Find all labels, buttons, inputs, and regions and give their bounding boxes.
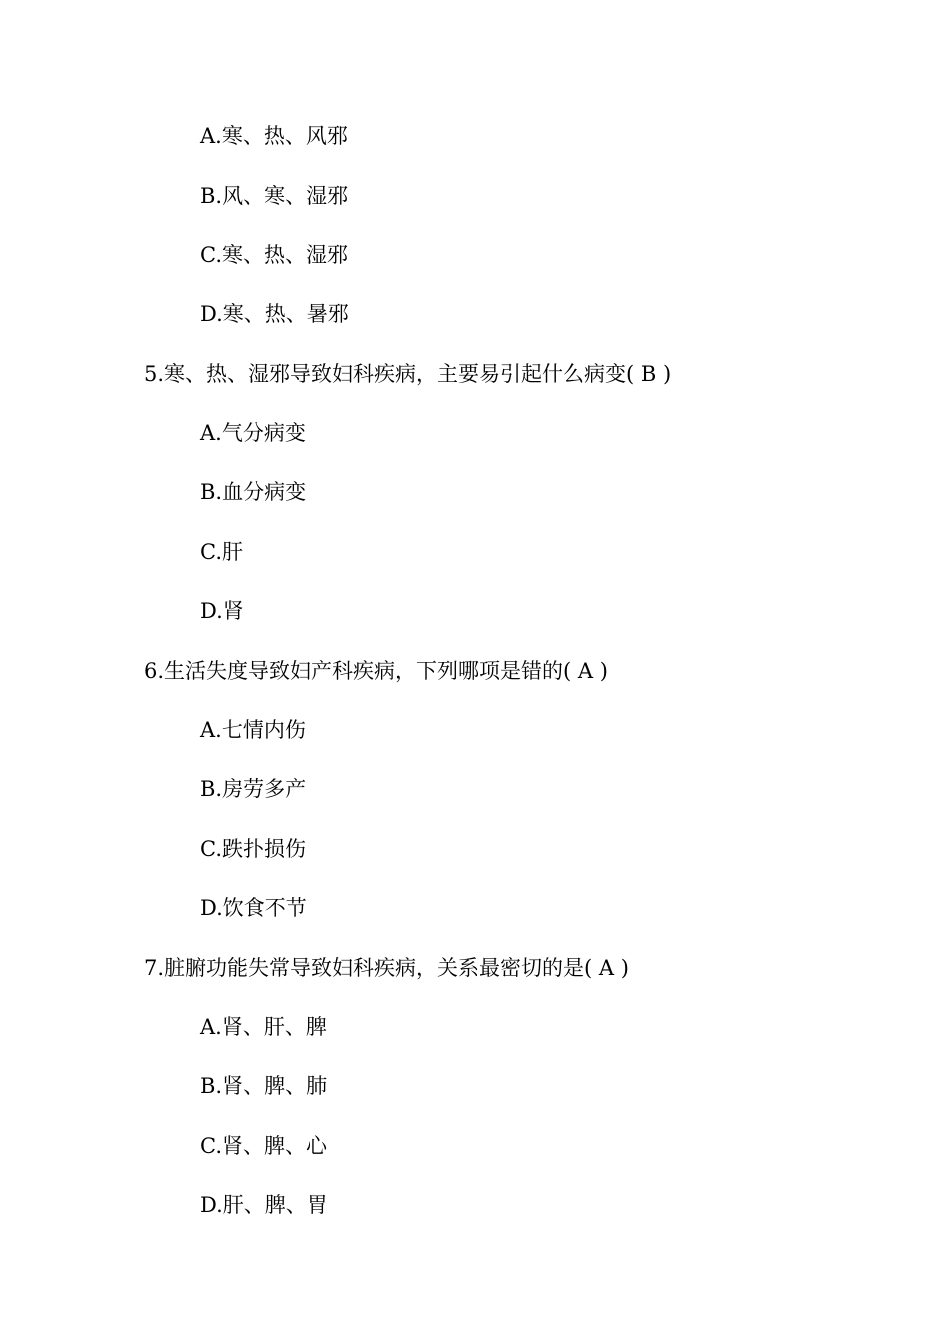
question-6: 6.生活失度导致妇产科疾病，下列哪项是错的( A ) bbox=[144, 659, 608, 683]
question-7-option-d: D.肝、脾、胃 bbox=[200, 1193, 328, 1217]
question-6-option-c: C.跌扑损伤 bbox=[200, 837, 306, 861]
question-5-option-d: D.肾 bbox=[200, 599, 244, 623]
question-6-option-a: A.七情内伤 bbox=[200, 718, 306, 742]
prev-option-b: B.风、寒、湿邪 bbox=[200, 184, 349, 208]
question-5-option-a: A.气分病变 bbox=[200, 421, 306, 445]
question-5-option-c: C.肝 bbox=[200, 540, 243, 564]
prev-option-a: A.寒、热、风邪 bbox=[200, 124, 348, 148]
question-7-option-c: C.肾、脾、心 bbox=[200, 1134, 327, 1158]
prev-option-c: C.寒、热、湿邪 bbox=[200, 243, 348, 267]
question-7: 7.脏腑功能失常导致妇科疾病，关系最密切的是( A ) bbox=[144, 956, 629, 980]
question-5: 5.寒、热、湿邪导致妇科疾病，主要易引起什么病变( B ) bbox=[144, 362, 672, 386]
question-5-option-b: B.血分病变 bbox=[200, 480, 307, 504]
question-6-option-b: B.房劳多产 bbox=[200, 777, 307, 801]
question-7-option-b: B.肾、脾、肺 bbox=[200, 1074, 328, 1098]
question-6-option-d: D.饮食不节 bbox=[200, 896, 307, 920]
prev-option-d: D.寒、热、暑邪 bbox=[200, 302, 349, 326]
question-7-option-a: A.肾、肝、脾 bbox=[200, 1015, 327, 1039]
